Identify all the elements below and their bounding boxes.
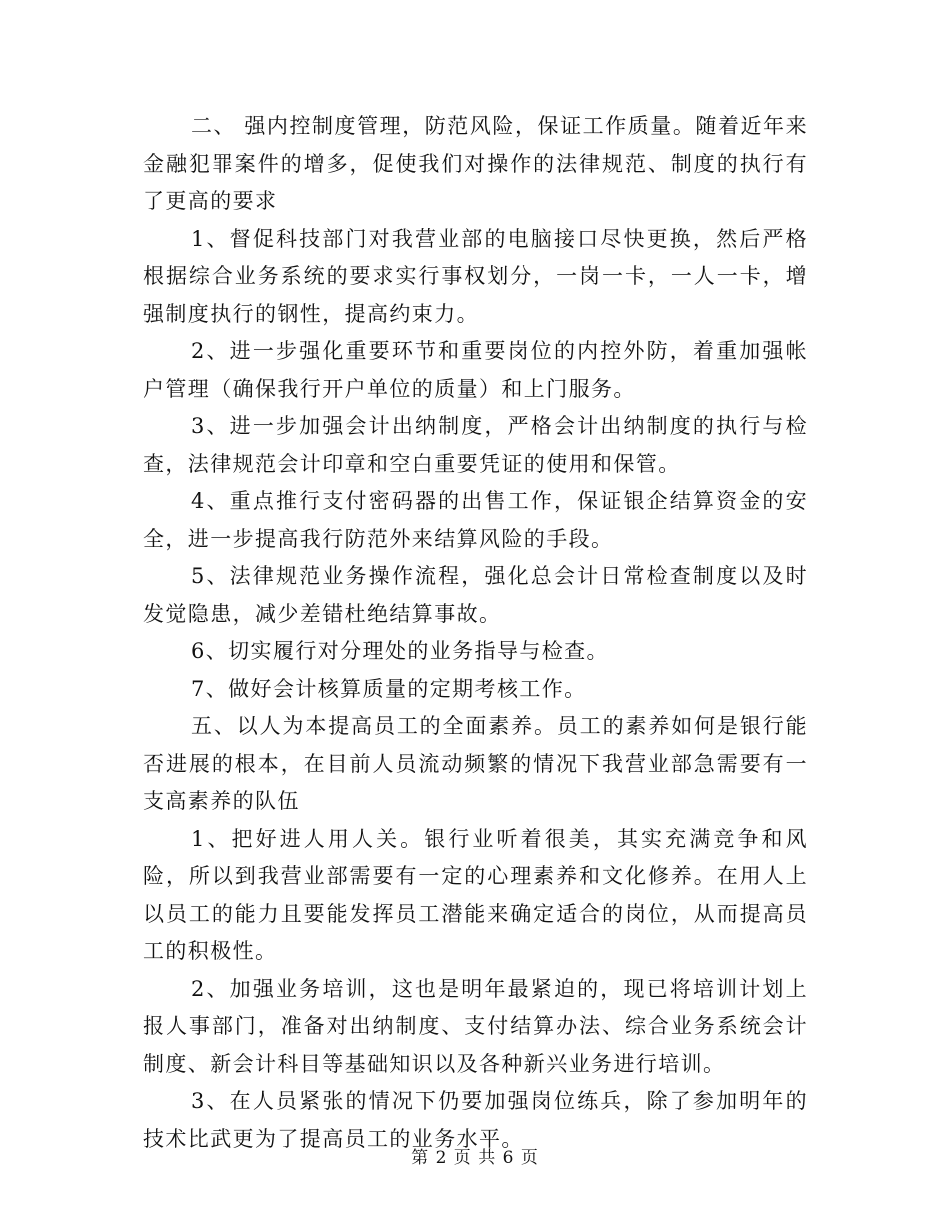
list-item-paragraph: 6、切实履行对分理处的业务指导与检查。 — [191, 639, 609, 663]
list-item-paragraph: 3、在人员紧张的情况下仍要加强岗位练兵，除了参加明年的技术比武更为了提高员工的业务水平。 — [143, 1089, 808, 1151]
list-item-paragraph: 5、法律规范业务操作流程，强化总会计日常检查制度以及时发觉隐患，减少差错杜绝结算事故。 — [143, 564, 808, 626]
list-item-paragraph: 2、进一步强化重要环节和重要岗位的内控外防，着重加强帐户管理（确保我行开户单位的质量）和上门服务。 — [143, 339, 808, 401]
list-item-paragraph: 1、督促科技部门对我营业部的电脑接口尽快更换，然后严格根据综合业务系统的要求实行事权划分，一岗一卡，一人一卡，增强制度执行的钢性，提高约束力。 — [143, 226, 808, 326]
list-item-paragraph: 2、加强业务培训，这也是明年最紧迫的，现已将培训计划上报人事部门，准备对出纳制度、支付结算办法、综合业务系统会计制度、新会计科目等基础知识以及各种新兴业务进行培训。 — [143, 976, 808, 1076]
list-item-paragraph: 4、重点推行支付密码器的出售工作，保证银企结算资金的安全，进一步提高我行防范外来结算风险的手段。 — [143, 489, 808, 551]
document-body — [143, 108, 808, 1158]
list-item-paragraph: 7、做好会计核算质量的定期考核工作。 — [191, 676, 587, 701]
section-heading-paragraph: 二、 强内控制度管理，防范风险，保证工作质量。随着近年来金融犯罪案件的增多，促使我们对操作的法律规范、制度的执行有了更高的要求 — [143, 114, 808, 213]
section-heading-paragraph: 五、以人为本提高员工的全面素养。员工的素养如何是银行能否进展的根本，在目前人员流动频繁的情况下我营业部急需要有一支高素养的队伍 — [143, 714, 808, 813]
page-number-footer: 第 2 页 共 6 页 — [411, 1148, 539, 1168]
list-item-paragraph: 3、进一步加强会计出纳制度，严格会计出纳制度的执行与检查，法律规范会计印章和空白重要凭证的使用和保管。 — [143, 414, 808, 476]
list-item-paragraph: 1、把好进人用人关。银行业听着很美，其实充满竞争和风险，所以到我营业部需要有一定的心理素养和文化修养。在用人上以员工的能力且要能发挥员工潜能来确定适合的岗位，从而提高员工的积极性。 — [143, 826, 808, 963]
